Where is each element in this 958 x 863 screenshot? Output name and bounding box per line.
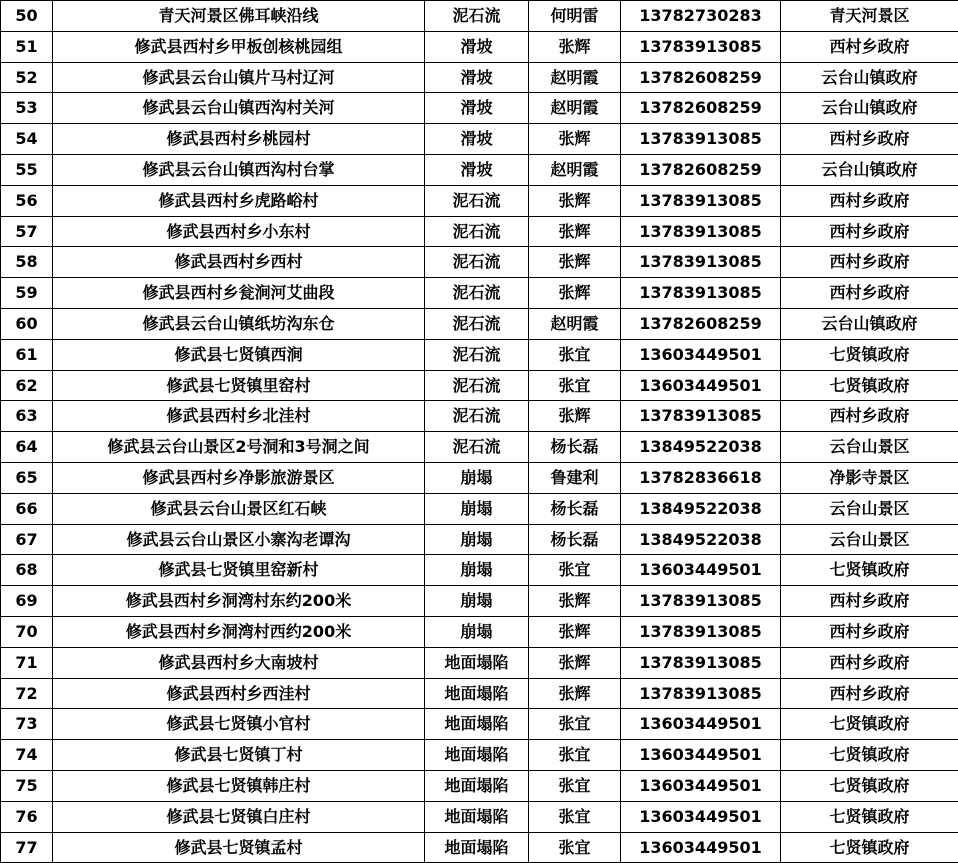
location-name: 修武县七贤镇小官村 xyxy=(53,709,425,740)
responsible-person: 张辉 xyxy=(529,247,621,278)
responsible-person: 张辉 xyxy=(529,124,621,155)
responsible-organization: 西村乡政府 xyxy=(781,647,958,678)
hazard-type: 泥石流 xyxy=(425,278,529,309)
contact-phone: 13603449501 xyxy=(621,770,781,801)
responsible-person: 张宜 xyxy=(529,339,621,370)
hazard-type: 地面塌陷 xyxy=(425,770,529,801)
responsible-organization: 七贤镇政府 xyxy=(781,770,958,801)
responsible-person: 杨长磊 xyxy=(529,493,621,524)
responsible-person: 张辉 xyxy=(529,185,621,216)
responsible-organization: 西村乡政府 xyxy=(781,586,958,617)
table-row xyxy=(1,1,958,32)
table-row xyxy=(1,31,958,62)
responsible-person: 赵明霞 xyxy=(529,62,621,93)
contact-phone: 13783913085 xyxy=(621,586,781,617)
row-index: 59 xyxy=(1,278,53,309)
responsible-organization: 西村乡政府 xyxy=(781,247,958,278)
hazard-type: 滑坡 xyxy=(425,93,529,124)
responsible-organization: 云台山镇政府 xyxy=(781,308,958,339)
table-row xyxy=(1,185,958,216)
contact-phone: 13782608259 xyxy=(621,154,781,185)
row-index: 56 xyxy=(1,185,53,216)
responsible-person: 张辉 xyxy=(529,216,621,247)
responsible-organization: 七贤镇政府 xyxy=(781,832,958,863)
hazard-type: 泥石流 xyxy=(425,401,529,432)
contact-phone: 13783913085 xyxy=(621,647,781,678)
responsible-person: 张宜 xyxy=(529,801,621,832)
responsible-person: 赵明霞 xyxy=(529,93,621,124)
responsible-organization: 七贤镇政府 xyxy=(781,740,958,771)
location-name: 修武县西村乡西洼村 xyxy=(53,678,425,709)
contact-phone: 13603449501 xyxy=(621,801,781,832)
row-index: 71 xyxy=(1,647,53,678)
responsible-organization: 西村乡政府 xyxy=(781,31,958,62)
responsible-organization: 云台山镇政府 xyxy=(781,154,958,185)
row-index: 61 xyxy=(1,339,53,370)
row-index: 73 xyxy=(1,709,53,740)
hazard-type: 崩塌 xyxy=(425,524,529,555)
location-name: 修武县七贤镇白庄村 xyxy=(53,801,425,832)
contact-phone: 13783913085 xyxy=(621,216,781,247)
hazard-type: 崩塌 xyxy=(425,586,529,617)
responsible-organization: 七贤镇政府 xyxy=(781,709,958,740)
table-row xyxy=(1,247,958,278)
location-name: 修武县西村乡洞湾村西约200米 xyxy=(53,616,425,647)
responsible-organization: 西村乡政府 xyxy=(781,401,958,432)
location-name: 修武县西村乡洞湾村东约200米 xyxy=(53,586,425,617)
location-name: 修武县七贤镇里窑新村 xyxy=(53,555,425,586)
table-row xyxy=(1,401,958,432)
hazard-type: 地面塌陷 xyxy=(425,832,529,863)
table-row xyxy=(1,616,958,647)
hazard-type: 崩塌 xyxy=(425,493,529,524)
responsible-person: 杨长磊 xyxy=(529,524,621,555)
hazard-type: 泥石流 xyxy=(425,308,529,339)
row-index: 53 xyxy=(1,93,53,124)
responsible-organization: 西村乡政府 xyxy=(781,278,958,309)
table-row xyxy=(1,278,958,309)
row-index: 58 xyxy=(1,247,53,278)
responsible-organization: 青天河景区 xyxy=(781,1,958,32)
row-index: 68 xyxy=(1,555,53,586)
contact-phone: 13849522038 xyxy=(621,493,781,524)
table-row xyxy=(1,308,958,339)
responsible-organization: 云台山景区 xyxy=(781,432,958,463)
hazard-type: 崩塌 xyxy=(425,555,529,586)
responsible-person: 张宜 xyxy=(529,770,621,801)
hazard-type: 地面塌陷 xyxy=(425,709,529,740)
contact-phone: 13782836618 xyxy=(621,462,781,493)
responsible-person: 赵明霞 xyxy=(529,308,621,339)
hazard-type: 地面塌陷 xyxy=(425,647,529,678)
row-index: 67 xyxy=(1,524,53,555)
location-name: 修武县西村乡甲板创核桃园组 xyxy=(53,31,425,62)
table-row xyxy=(1,62,958,93)
responsible-organization: 西村乡政府 xyxy=(781,216,958,247)
responsible-organization: 七贤镇政府 xyxy=(781,370,958,401)
row-index: 69 xyxy=(1,586,53,617)
location-name: 修武县云台山镇西沟村关河 xyxy=(53,93,425,124)
responsible-person: 张辉 xyxy=(529,616,621,647)
row-index: 75 xyxy=(1,770,53,801)
contact-phone: 13783913085 xyxy=(621,185,781,216)
contact-phone: 13849522038 xyxy=(621,524,781,555)
table-row xyxy=(1,770,958,801)
hazard-type: 泥石流 xyxy=(425,432,529,463)
responsible-organization: 西村乡政府 xyxy=(781,185,958,216)
row-index: 74 xyxy=(1,740,53,771)
table-row xyxy=(1,832,958,863)
hazard-type: 地面塌陷 xyxy=(425,740,529,771)
responsible-person: 张辉 xyxy=(529,678,621,709)
location-name: 修武县云台山景区小寨沟老谭沟 xyxy=(53,524,425,555)
table-body xyxy=(1,1,958,863)
hazard-type: 泥石流 xyxy=(425,370,529,401)
hazard-type: 泥石流 xyxy=(425,247,529,278)
location-name: 修武县西村乡虎路峪村 xyxy=(53,185,425,216)
hazard-type: 泥石流 xyxy=(425,185,529,216)
row-index: 51 xyxy=(1,31,53,62)
hazard-type: 地面塌陷 xyxy=(425,801,529,832)
row-index: 52 xyxy=(1,62,53,93)
table-row xyxy=(1,493,958,524)
row-index: 50 xyxy=(1,1,53,32)
contact-phone: 13783913085 xyxy=(621,278,781,309)
hazard-type: 滑坡 xyxy=(425,31,529,62)
location-name: 修武县云台山景区红石峡 xyxy=(53,493,425,524)
contact-phone: 13783913085 xyxy=(621,401,781,432)
contact-phone: 13603449501 xyxy=(621,555,781,586)
row-index: 57 xyxy=(1,216,53,247)
location-name: 修武县西村乡北洼村 xyxy=(53,401,425,432)
row-index: 70 xyxy=(1,616,53,647)
location-name: 修武县西村乡小东村 xyxy=(53,216,425,247)
hazard-type: 地面塌陷 xyxy=(425,678,529,709)
row-index: 63 xyxy=(1,401,53,432)
location-name: 修武县云台山镇片马村辽河 xyxy=(53,62,425,93)
table-row xyxy=(1,339,958,370)
contact-phone: 13782608259 xyxy=(621,62,781,93)
responsible-person: 杨长磊 xyxy=(529,432,621,463)
table-row xyxy=(1,555,958,586)
hazard-type: 崩塌 xyxy=(425,462,529,493)
location-name: 修武县云台山镇纸坊沟东仓 xyxy=(53,308,425,339)
hazard-type: 滑坡 xyxy=(425,154,529,185)
location-name: 青天河景区佛耳峡沿线 xyxy=(53,1,425,32)
contact-phone: 13782730283 xyxy=(621,1,781,32)
table-row xyxy=(1,216,958,247)
responsible-organization: 西村乡政府 xyxy=(781,678,958,709)
hazard-type: 泥石流 xyxy=(425,1,529,32)
responsible-person: 张宜 xyxy=(529,709,621,740)
table-row xyxy=(1,124,958,155)
table-row xyxy=(1,524,958,555)
table-row xyxy=(1,432,958,463)
location-name: 修武县西村乡西村 xyxy=(53,247,425,278)
responsible-person: 张辉 xyxy=(529,586,621,617)
location-name: 修武县七贤镇孟村 xyxy=(53,832,425,863)
responsible-organization: 七贤镇政府 xyxy=(781,555,958,586)
responsible-person: 张宜 xyxy=(529,740,621,771)
table-row xyxy=(1,740,958,771)
location-name: 修武县西村乡大南坡村 xyxy=(53,647,425,678)
responsible-organization: 云台山镇政府 xyxy=(781,93,958,124)
contact-phone: 13783913085 xyxy=(621,616,781,647)
location-name: 修武县七贤镇里窑村 xyxy=(53,370,425,401)
contact-phone: 13603449501 xyxy=(621,709,781,740)
table-row xyxy=(1,709,958,740)
hazard-type: 崩塌 xyxy=(425,616,529,647)
location-name: 修武县云台山镇西沟村台掌 xyxy=(53,154,425,185)
responsible-person: 张辉 xyxy=(529,278,621,309)
responsible-organization: 七贤镇政府 xyxy=(781,801,958,832)
contact-phone: 13603449501 xyxy=(621,370,781,401)
location-name: 修武县西村乡净影旅游景区 xyxy=(53,462,425,493)
hazard-type: 泥石流 xyxy=(425,216,529,247)
row-index: 60 xyxy=(1,308,53,339)
location-name: 修武县西村乡桃园村 xyxy=(53,124,425,155)
responsible-organization: 云台山景区 xyxy=(781,524,958,555)
responsible-organization: 西村乡政府 xyxy=(781,616,958,647)
responsible-organization: 西村乡政府 xyxy=(781,124,958,155)
location-name: 修武县七贤镇西涧 xyxy=(53,339,425,370)
hazard-type: 泥石流 xyxy=(425,339,529,370)
hazard-type: 滑坡 xyxy=(425,124,529,155)
row-index: 55 xyxy=(1,154,53,185)
responsible-organization: 云台山景区 xyxy=(781,493,958,524)
location-name: 修武县七贤镇韩庄村 xyxy=(53,770,425,801)
contact-phone: 13603449501 xyxy=(621,832,781,863)
contact-phone: 13783913085 xyxy=(621,678,781,709)
row-index: 64 xyxy=(1,432,53,463)
row-index: 65 xyxy=(1,462,53,493)
row-index: 66 xyxy=(1,493,53,524)
responsible-organization: 七贤镇政府 xyxy=(781,339,958,370)
table-row xyxy=(1,801,958,832)
responsible-person: 张辉 xyxy=(529,647,621,678)
contact-phone: 13783913085 xyxy=(621,31,781,62)
row-index: 76 xyxy=(1,801,53,832)
contact-phone: 13783913085 xyxy=(621,247,781,278)
row-index: 54 xyxy=(1,124,53,155)
responsible-person: 张辉 xyxy=(529,401,621,432)
table-row xyxy=(1,647,958,678)
contact-phone: 13782608259 xyxy=(621,93,781,124)
contact-phone: 13782608259 xyxy=(621,308,781,339)
responsible-person: 张宜 xyxy=(529,832,621,863)
table-row xyxy=(1,154,958,185)
contact-phone: 13603449501 xyxy=(621,339,781,370)
table-row xyxy=(1,586,958,617)
contact-phone: 13603449501 xyxy=(621,740,781,771)
responsible-person: 张宜 xyxy=(529,555,621,586)
location-name: 修武县七贤镇丁村 xyxy=(53,740,425,771)
table-row xyxy=(1,370,958,401)
responsible-person: 张宜 xyxy=(529,370,621,401)
table-row xyxy=(1,93,958,124)
row-index: 72 xyxy=(1,678,53,709)
responsible-organization: 净影寺景区 xyxy=(781,462,958,493)
row-index: 77 xyxy=(1,832,53,863)
responsible-organization: 云台山镇政府 xyxy=(781,62,958,93)
contact-phone: 13783913085 xyxy=(621,124,781,155)
responsible-person: 张辉 xyxy=(529,31,621,62)
hazard-type: 滑坡 xyxy=(425,62,529,93)
contact-phone: 13849522038 xyxy=(621,432,781,463)
table-row xyxy=(1,678,958,709)
responsible-person: 何明雷 xyxy=(529,1,621,32)
responsible-person: 赵明霞 xyxy=(529,154,621,185)
responsible-person: 鲁建利 xyxy=(529,462,621,493)
location-name: 修武县云台山景区2号洞和3号洞之间 xyxy=(53,432,425,463)
table-row xyxy=(1,462,958,493)
location-name: 修武县西村乡瓮涧河艾曲段 xyxy=(53,278,425,309)
row-index: 62 xyxy=(1,370,53,401)
